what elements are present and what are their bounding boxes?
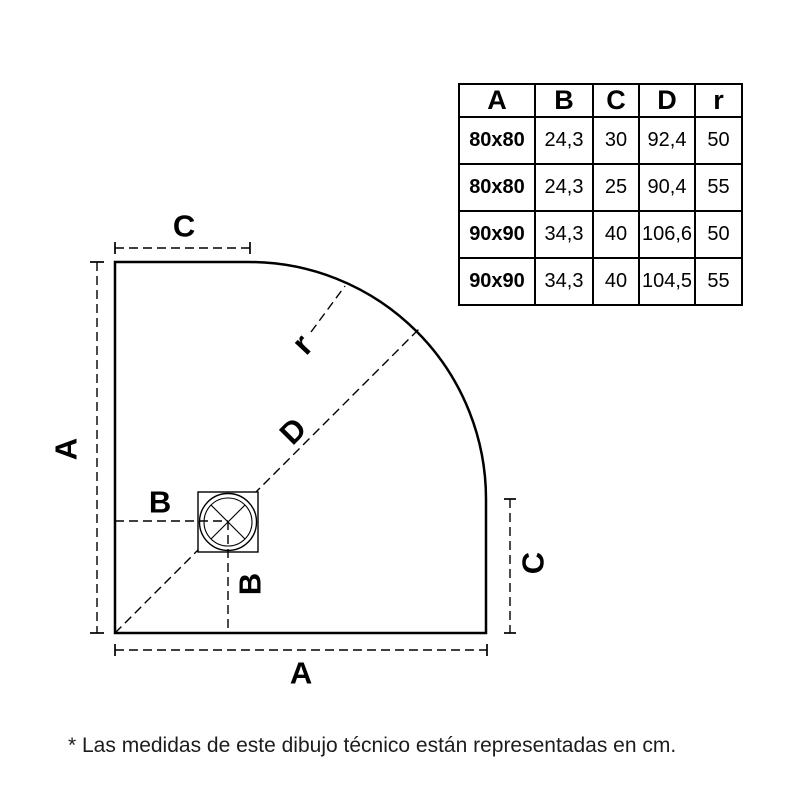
table-cell: 30 <box>593 117 639 164</box>
table-row <box>459 211 742 258</box>
table-cell: 90,4 <box>639 164 695 211</box>
label-r-radius: r <box>284 326 320 362</box>
table-header-cell: r <box>695 84 742 117</box>
table-header-cell: B <box>535 84 593 117</box>
table-cell: 24,3 <box>535 164 593 211</box>
table-cell: 80x80 <box>459 117 535 164</box>
table-cell: 24,3 <box>535 117 593 164</box>
table-cell: 92,4 <box>639 117 695 164</box>
table-cell: 104,5 <box>639 258 695 305</box>
label-b-horizontal: B <box>148 484 172 520</box>
dimension-c-top <box>115 242 250 254</box>
label-c-right: C <box>515 551 551 575</box>
label-d-diagonal: D <box>272 410 314 452</box>
table-cell: 90x90 <box>459 258 535 305</box>
table-cell: 90x90 <box>459 211 535 258</box>
spec-table-header-row <box>459 84 742 117</box>
table-cell: 80x80 <box>459 164 535 211</box>
table-header-cell: A <box>459 84 535 117</box>
table-cell: 34,3 <box>535 211 593 258</box>
table-header-cell: D <box>639 84 695 117</box>
units-footnote: * Las medidas de este dibujo técnico están representadas en cm. <box>68 734 677 757</box>
dimension-a-left <box>90 262 104 633</box>
table-cell: 106,6 <box>639 211 695 258</box>
table-row <box>459 258 742 305</box>
table-row <box>459 164 742 211</box>
table-cell: 34,3 <box>535 258 593 305</box>
table-row <box>459 117 742 164</box>
table-cell: 50 <box>695 211 742 258</box>
label-c-top: C <box>172 208 196 244</box>
dimension-a-bottom <box>115 644 487 656</box>
table-cell: 50 <box>695 117 742 164</box>
dimension-c-right <box>504 499 516 633</box>
table-cell: 55 <box>695 258 742 305</box>
label-a-bottom: A <box>289 655 313 691</box>
spec-table <box>458 83 743 306</box>
label-b-vertical: B <box>232 572 268 596</box>
table-cell: 40 <box>593 258 639 305</box>
table-header-cell: C <box>593 84 639 117</box>
table-cell: 55 <box>695 164 742 211</box>
table-cell: 25 <box>593 164 639 211</box>
table-cell: 40 <box>593 211 639 258</box>
label-a-left: A <box>48 437 84 461</box>
